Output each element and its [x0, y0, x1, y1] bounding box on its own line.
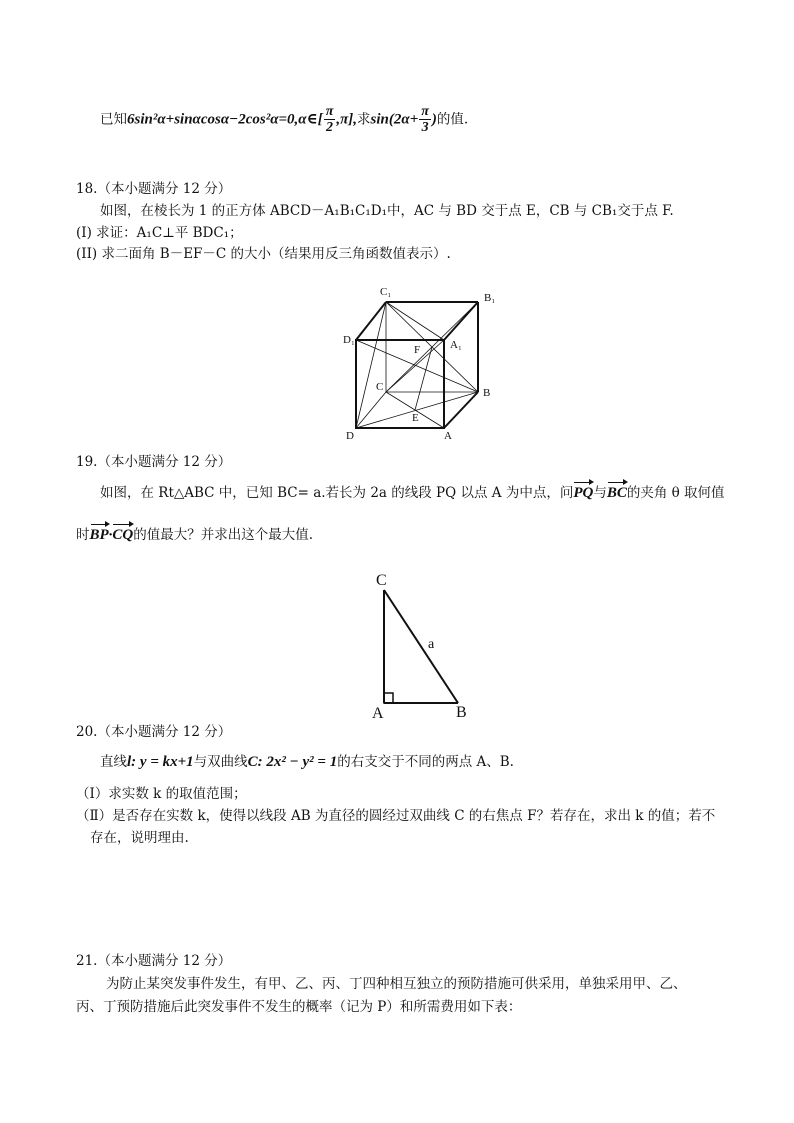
- vertex-label-a1: A₁: [450, 339, 462, 351]
- vertex-label-c: C: [376, 381, 384, 393]
- problem-21-line-1: 为防止某突发事件发生，有甲、乙、丙、丁四种相互独立的预防措施可供采用，单独采用甲、乙、: [106, 976, 687, 992]
- vertex-label-d1: D₁: [343, 334, 355, 346]
- problem-19-line-2: 时BP·CQ的值最大？并求出这个最大值.: [76, 527, 314, 543]
- problem-20-statement: 直线l: y = kx+1与双曲线C: 2x² − y² = 1的右支交于不同的两点 A、B.: [100, 754, 514, 770]
- equation-line-l: l: y = kx+1: [127, 754, 194, 770]
- problem-18-part-2: (II) 求二面角 B－EF－C 的大小（结果用反三角函数值表示）.: [76, 246, 451, 262]
- problem-18-part-1: (I) 求证：A₁C⊥平 BDC₁；: [76, 225, 243, 241]
- vector-pq: PQ: [573, 485, 594, 501]
- vector-bp: BP: [89, 527, 109, 543]
- fraction-pi-over-2: $\frac{\pi}{2}$: [325, 104, 334, 135]
- problem-21-header: 21.（本小题满分 12 分）: [76, 953, 232, 969]
- equation-hyperbola-c: C: 2x² − y² = 1: [247, 754, 338, 770]
- cube-figure: [330, 278, 510, 448]
- fraction-pi-over-3: $\frac{\pi}{3}$: [421, 104, 429, 135]
- problem-20-header: 20.（本小题满分 12 分）: [76, 724, 232, 740]
- right-angle-marker: [384, 693, 393, 703]
- vector-bc: BC: [606, 485, 627, 501]
- cube-diagonals: [356, 302, 478, 428]
- problem-21-line-2: 丙、丁预防措施后此突发事件不发生的概率（记为 P）和所需费用如下表：: [76, 999, 522, 1015]
- triangle-side-cb: [384, 590, 458, 703]
- problem-17-statement: 已知6sin²α+sinαcosα−2cos²α=0,α∈[ $\frac{\pi}{2}$ ,π],求sin(2α+ $\frac{\pi}{3}$ )的值.: [100, 104, 469, 135]
- equation-trig: 6sin²α+sinαcosα−2cos²α=0,α∈[: [127, 111, 323, 128]
- right-triangle-figure: [362, 568, 482, 723]
- vertex-label-b: B: [456, 704, 467, 721]
- vertex-label-a: A: [444, 430, 452, 442]
- problem-20-part-1: （Ⅰ）求实数 k 的取值范围；: [76, 786, 247, 802]
- vector-cq: CQ: [112, 527, 134, 543]
- vertex-label-d: D: [346, 430, 354, 442]
- problem-20-part-2: （Ⅱ）是否存在实数 k，使得以线段 AB 为直径的圆经过双曲线 C 的右焦点 F？若存在，求出 k 的值；若不: [76, 808, 716, 824]
- problem-19-header: 19.（本小题满分 12 分）: [76, 454, 232, 470]
- side-label-a: a: [428, 637, 435, 652]
- point-label-f: F: [414, 344, 421, 356]
- problem-20-part-2-continued: 存在，说明理由.: [90, 830, 189, 846]
- cube-edge-a1b1: [444, 302, 478, 340]
- vertex-label-c1: C₁: [380, 286, 392, 298]
- vertex-label-b1: B₁: [484, 292, 496, 304]
- vertex-label-c: C: [376, 572, 387, 589]
- vertex-label-a: A: [372, 705, 384, 722]
- problem-18-intro: 如图，在棱长为 1 的正方体 ABCD－A₁B₁C₁D₁中，AC 与 BD 交于点 E，CB 与 CB₁交于点 F.: [100, 203, 674, 219]
- point-label-e: E: [412, 412, 419, 424]
- problem-18-header: 18.（本小题满分 12 分）: [76, 181, 232, 197]
- vertex-label-b: B: [483, 387, 491, 399]
- problem-19-line-1: 如图，在 Rt△ABC 中，已知 BC= a.若长为 2a 的线段 PQ 以点 A 为中点，问PQ与BC的夹角 θ 取何值: [100, 485, 725, 501]
